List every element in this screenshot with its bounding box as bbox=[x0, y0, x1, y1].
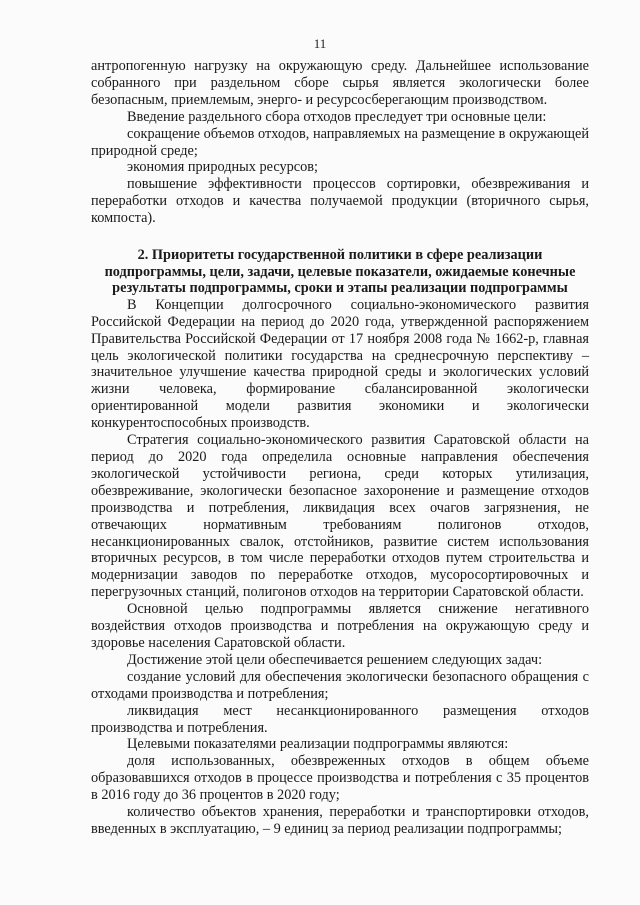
list-item: повышение эффективности процессов сортировки, обезвреживания и переработки отходов и качества получаемой продукции (вторичного сырья, компоста). bbox=[91, 176, 589, 227]
page-number: 11 bbox=[313, 36, 327, 51]
paragraph: антропогенную нагрузку на окружающую среду. Дальнейшее использование собранного при раздельном сборе сырья является экологически более безопасным, приемлемым, энерго- и ресурсосберегающим производством. bbox=[91, 58, 589, 108]
paragraph: Стратегия социально-экономического развития Саратовской области на период до 2020 года определила основные направления обеспечения экологической устойчивости региона, среди которых утилизация, обезвреживание, экологически безопасное захоронение и размещение отходов производства и потребления, ликвидация всех очагов загрязнения, не отвечающих нормативным требованиям полигонов отходов, несанкционированных свалок, отстойников, развитие систем использования вторичных ресурсов, в том числе переработки отходов путем строительства и модернизации заводов по переработке отходов, мусоросортировочных и перегрузочных станций, полигонов отходов на территории Саратовской области. bbox=[91, 432, 589, 601]
list-item: ликвидация мест несанкционированного размещения отходов производства и потребления. bbox=[91, 702, 589, 736]
paragraph: Основной целью подпрограммы является снижение негативного воздействия отходов производства и потребления на окружающую среду и здоровье населения Саратовской области. bbox=[91, 601, 589, 651]
list-item: сокращение объемов отходов, направляемых на размещение в окружающей природной среде; bbox=[91, 125, 589, 159]
list-item: создание условий для обеспечения экологически безопасного обращения с отходами производства и потребления; bbox=[91, 668, 589, 702]
document-body bbox=[91, 58, 589, 838]
list-item: количество объектов хранения, переработки и транспортировки отходов, введенных в эксплуатацию, – 9 единиц за период реализации подпрограммы; bbox=[91, 804, 589, 837]
paragraph: В Концепции долгосрочного социально-экономического развития Российской Федерации на период до 2020 года, утвержденной распоряжением Правительства Российской Федерации от 17 ноября 2008 года № 1662-р, главная цель экологической политики государства на среднесрочную перспективу – значительное улучшение качества природной среды и экологических условий жизни человека, формирование сбалансированной экологически ориентированной модели развития экономики и экологически конкурентоспособных производств. bbox=[91, 296, 589, 432]
paragraph: Введение раздельного сбора отходов преследует три основные цели: bbox=[127, 108, 547, 125]
paragraph: Достижение этой цели обеспечивается решением следующих задач: bbox=[127, 651, 543, 668]
list-item: экономия природных ресурсов; bbox=[127, 159, 318, 176]
paragraph: Целевыми показателями реализации подпрограммы являются: bbox=[127, 736, 509, 753]
list-item: доля использованных, обезвреженных отходов в общем объеме образовавшихся отходов в процессе производства и потребления с 35 процентов в 2016 году до 36 процентов в 2020 году; bbox=[91, 753, 589, 804]
section-heading: 2. Приоритеты государственной политики в сфере реализации подпрограммы, цели, задачи, целевые показатели, ожидаемые конечные результаты подпрограммы, сроки и этапы реализации подпрограммы bbox=[104, 247, 576, 297]
